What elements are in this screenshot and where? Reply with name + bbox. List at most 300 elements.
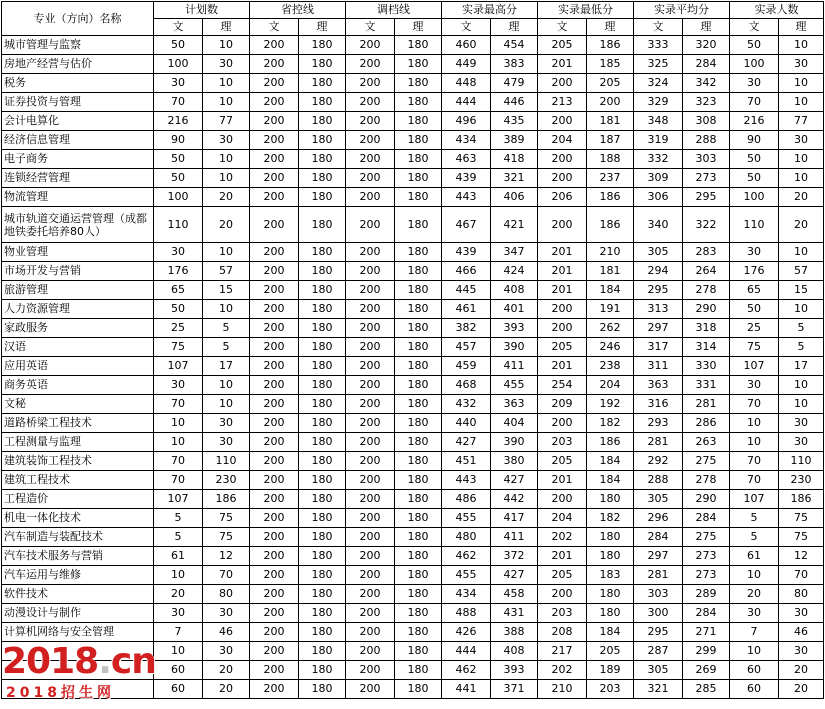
score-cell: 290 (683, 490, 730, 509)
score-cell: 292 (634, 452, 683, 471)
score-cell: 285 (683, 680, 730, 699)
score-cell: 201 (538, 55, 587, 74)
score-cell: 457 (442, 338, 491, 357)
major-name-cell: 家政服务 (2, 319, 154, 338)
score-cell: 180 (395, 338, 442, 357)
score-cell: 191 (587, 300, 634, 319)
score-cell: 417 (491, 509, 538, 528)
score-cell: 15 (779, 281, 824, 300)
score-cell: 10 (779, 74, 824, 93)
score-cell: 17 (203, 357, 250, 376)
score-cell: 406 (491, 188, 538, 207)
table-row (2, 150, 824, 169)
score-cell: 200 (346, 112, 395, 131)
score-cell: 237 (587, 169, 634, 188)
score-cell: 206 (538, 188, 587, 207)
score-cell: 184 (587, 452, 634, 471)
score-cell: 180 (299, 528, 346, 547)
score-cell: 462 (442, 661, 491, 680)
score-cell: 200 (346, 36, 395, 55)
score-cell: 443 (442, 471, 491, 490)
score-cell: 200 (346, 262, 395, 281)
major-name-cell: 文秘 (2, 395, 154, 414)
header-row-groups (2, 2, 824, 19)
score-cell: 20 (154, 585, 203, 604)
score-cell: 461 (442, 300, 491, 319)
score-cell: 204 (587, 376, 634, 395)
score-cell: 230 (779, 471, 824, 490)
score-cell: 180 (395, 376, 442, 395)
score-cell: 30 (730, 243, 779, 262)
header-avg-score: 实录平均分 (634, 2, 730, 19)
score-cell: 5 (779, 338, 824, 357)
score-cell: 180 (395, 509, 442, 528)
score-cell: 10 (203, 395, 250, 414)
score-cell: 25 (730, 319, 779, 338)
major-name-cell: 建筑工程技术 (2, 471, 154, 490)
score-cell: 200 (250, 547, 299, 566)
major-name-cell: 工程测量与监理 (2, 433, 154, 452)
score-cell: 204 (538, 131, 587, 150)
score-cell: 319 (634, 131, 683, 150)
score-cell: 187 (587, 131, 634, 150)
score-cell: 297 (634, 547, 683, 566)
score-cell: 200 (346, 642, 395, 661)
score-cell: 176 (730, 262, 779, 281)
score-cell: 263 (683, 433, 730, 452)
score-cell: 445 (442, 281, 491, 300)
score-cell: 411 (491, 528, 538, 547)
score-cell: 382 (442, 319, 491, 338)
score-cell: 46 (779, 623, 824, 642)
table-row (2, 528, 824, 547)
score-cell: 496 (442, 112, 491, 131)
score-cell: 295 (634, 623, 683, 642)
score-cell: 458 (491, 585, 538, 604)
score-cell: 284 (683, 604, 730, 623)
score-cell: 200 (346, 566, 395, 585)
score-cell: 180 (395, 490, 442, 509)
score-cell: 271 (683, 623, 730, 642)
score-cell: 189 (587, 661, 634, 680)
score-cell: 30 (203, 433, 250, 452)
score-cell: 363 (491, 395, 538, 414)
score-cell: 10 (203, 300, 250, 319)
score-cell: 61 (730, 547, 779, 566)
score-cell: 80 (779, 585, 824, 604)
score-cell: 57 (779, 262, 824, 281)
score-cell: 200 (346, 281, 395, 300)
score-cell: 200 (346, 528, 395, 547)
score-cell: 77 (779, 112, 824, 131)
major-name-cell: 旅游管理 (2, 281, 154, 300)
score-cell: 30 (203, 131, 250, 150)
score-cell: 20 (203, 188, 250, 207)
score-cell: 30 (779, 642, 824, 661)
score-cell: 200 (250, 262, 299, 281)
header-major-name: 专业（方向）名称 (2, 2, 154, 36)
score-cell: 200 (250, 680, 299, 699)
admission-score-table (1, 1, 824, 699)
table-row (2, 55, 824, 74)
score-cell: 180 (395, 188, 442, 207)
score-cell: 15 (203, 281, 250, 300)
score-cell: 216 (154, 112, 203, 131)
score-cell: 262 (587, 319, 634, 338)
score-cell: 454 (491, 36, 538, 55)
score-cell: 70 (203, 566, 250, 585)
score-cell: 441 (442, 680, 491, 699)
score-cell: 110 (203, 452, 250, 471)
score-cell: 216 (730, 112, 779, 131)
score-cell: 186 (779, 490, 824, 509)
score-cell: 180 (299, 414, 346, 433)
score-cell: 50 (154, 300, 203, 319)
score-cell: 288 (683, 131, 730, 150)
score-cell: 446 (491, 93, 538, 112)
score-cell: 468 (442, 376, 491, 395)
score-cell: 200 (250, 281, 299, 300)
score-cell: 455 (442, 509, 491, 528)
score-cell: 293 (634, 414, 683, 433)
score-cell: 201 (538, 281, 587, 300)
table-row (2, 661, 824, 680)
header-wen: 文 (346, 19, 395, 36)
score-cell: 5 (154, 509, 203, 528)
score-cell: 286 (683, 414, 730, 433)
score-cell: 10 (154, 642, 203, 661)
score-cell: 200 (346, 452, 395, 471)
score-cell: 20 (779, 207, 824, 243)
score-cell: 305 (634, 661, 683, 680)
score-cell: 30 (203, 604, 250, 623)
table-row (2, 207, 824, 243)
score-cell: 290 (683, 300, 730, 319)
score-cell: 30 (779, 131, 824, 150)
score-cell: 200 (346, 433, 395, 452)
score-cell: 393 (491, 319, 538, 338)
score-cell: 200 (346, 680, 395, 699)
table-row (2, 281, 824, 300)
score-cell: 200 (346, 243, 395, 262)
score-cell: 294 (634, 262, 683, 281)
score-cell: 200 (346, 623, 395, 642)
header-li: 理 (587, 19, 634, 36)
score-cell: 180 (299, 471, 346, 490)
score-cell: 10 (779, 376, 824, 395)
score-cell: 180 (395, 150, 442, 169)
score-cell: 442 (491, 490, 538, 509)
score-cell: 50 (154, 169, 203, 188)
score-cell: 186 (587, 433, 634, 452)
score-cell: 186 (203, 490, 250, 509)
score-cell: 5 (203, 338, 250, 357)
score-cell: 200 (538, 112, 587, 131)
score-cell: 200 (250, 55, 299, 74)
score-cell: 278 (683, 281, 730, 300)
score-cell: 427 (491, 566, 538, 585)
score-cell: 186 (587, 36, 634, 55)
score-cell: 435 (491, 112, 538, 131)
score-cell: 284 (683, 509, 730, 528)
score-cell: 200 (346, 547, 395, 566)
score-cell: 90 (154, 131, 203, 150)
score-cell: 273 (683, 547, 730, 566)
score-cell: 455 (442, 566, 491, 585)
score-cell: 200 (346, 414, 395, 433)
table-row (2, 262, 824, 281)
score-cell: 281 (634, 433, 683, 452)
score-cell: 318 (683, 319, 730, 338)
table-row (2, 169, 824, 188)
score-cell: 20 (779, 661, 824, 680)
score-cell: 201 (538, 243, 587, 262)
score-cell: 75 (154, 338, 203, 357)
header-wen: 文 (538, 19, 587, 36)
score-cell: 110 (779, 452, 824, 471)
score-cell: 50 (730, 300, 779, 319)
score-cell: 246 (587, 338, 634, 357)
score-cell: 317 (634, 338, 683, 357)
watermark-logo-year: 2018 (2, 641, 99, 682)
table-row (2, 604, 824, 623)
score-cell: 200 (250, 36, 299, 55)
score-cell: 180 (299, 262, 346, 281)
score-cell: 411 (491, 357, 538, 376)
major-name-cell: 汽车运用与维修 (2, 566, 154, 585)
score-cell: 180 (299, 604, 346, 623)
score-cell: 200 (250, 642, 299, 661)
score-cell: 180 (299, 188, 346, 207)
major-name-cell: 电子商务 (2, 150, 154, 169)
table-row (2, 376, 824, 395)
score-cell: 180 (299, 74, 346, 93)
major-name-cell: 人力资源管理 (2, 300, 154, 319)
score-cell: 180 (299, 585, 346, 604)
score-cell: 57 (203, 262, 250, 281)
score-cell: 200 (346, 93, 395, 112)
score-cell: 75 (730, 338, 779, 357)
score-cell: 200 (538, 74, 587, 93)
score-cell: 200 (346, 604, 395, 623)
score-cell: 480 (442, 528, 491, 547)
score-cell: 342 (683, 74, 730, 93)
score-cell: 60 (730, 680, 779, 699)
score-cell: 180 (395, 74, 442, 93)
score-cell: 424 (491, 262, 538, 281)
score-cell: 10 (203, 36, 250, 55)
score-cell: 332 (634, 150, 683, 169)
score-cell: 20 (203, 680, 250, 699)
score-cell: 449 (442, 55, 491, 74)
score-cell: 421 (491, 207, 538, 243)
score-cell: 180 (395, 395, 442, 414)
score-cell: 180 (587, 547, 634, 566)
score-cell: 281 (683, 395, 730, 414)
score-cell: 5 (730, 509, 779, 528)
score-cell: 205 (538, 566, 587, 585)
table-row (2, 131, 824, 150)
score-cell: 184 (587, 623, 634, 642)
score-cell: 439 (442, 243, 491, 262)
score-cell: 275 (683, 528, 730, 547)
score-cell: 200 (250, 585, 299, 604)
major-name-cell: 汉语 (2, 338, 154, 357)
header-province-line: 省控线 (250, 2, 346, 19)
header-wen: 文 (634, 19, 683, 36)
score-cell: 176 (154, 262, 203, 281)
score-cell: 321 (634, 680, 683, 699)
score-cell: 30 (203, 55, 250, 74)
header-plan-count: 计划数 (154, 2, 250, 19)
score-cell: 324 (634, 74, 683, 93)
major-name-cell: 房地产经营与估价 (2, 55, 154, 74)
score-cell: 30 (779, 414, 824, 433)
score-cell: 180 (299, 207, 346, 243)
score-cell: 180 (299, 169, 346, 188)
major-name-cell: 经济信息管理 (2, 131, 154, 150)
score-cell: 184 (587, 281, 634, 300)
major-name-cell: 城市轨道交通运营管理（成都地铁委托培养80人） (2, 207, 154, 243)
score-cell: 408 (491, 281, 538, 300)
score-cell: 200 (538, 414, 587, 433)
score-cell: 363 (634, 376, 683, 395)
score-cell: 180 (299, 150, 346, 169)
score-cell: 331 (683, 376, 730, 395)
table-row (2, 319, 824, 338)
score-cell: 20 (730, 585, 779, 604)
score-cell: 180 (299, 433, 346, 452)
score-cell: 389 (491, 131, 538, 150)
score-cell: 60 (154, 680, 203, 699)
score-cell: 46 (203, 623, 250, 642)
score-cell: 180 (395, 680, 442, 699)
score-cell: 200 (250, 661, 299, 680)
score-cell: 372 (491, 547, 538, 566)
score-cell: 466 (442, 262, 491, 281)
score-cell: 20 (203, 207, 250, 243)
score-cell: 288 (634, 471, 683, 490)
score-cell: 30 (730, 376, 779, 395)
score-cell: 306 (634, 188, 683, 207)
score-cell: 60 (154, 661, 203, 680)
score-cell: 439 (442, 169, 491, 188)
score-cell: 60 (730, 661, 779, 680)
score-cell: 203 (587, 680, 634, 699)
score-cell: 205 (538, 452, 587, 471)
score-cell: 200 (538, 319, 587, 338)
score-cell: 180 (299, 93, 346, 112)
score-cell: 100 (730, 55, 779, 74)
score-cell: 284 (634, 528, 683, 547)
score-cell: 65 (154, 281, 203, 300)
score-cell: 297 (634, 319, 683, 338)
score-cell: 183 (587, 566, 634, 585)
score-cell: 75 (779, 509, 824, 528)
score-cell: 10 (203, 93, 250, 112)
table-row (2, 36, 824, 55)
score-cell: 200 (250, 604, 299, 623)
score-cell: 204 (538, 509, 587, 528)
score-cell: 308 (683, 112, 730, 131)
major-name-cell: 物业管理 (2, 243, 154, 262)
header-li: 理 (395, 19, 442, 36)
score-cell: 434 (442, 131, 491, 150)
score-cell: 200 (250, 338, 299, 357)
score-cell: 5 (203, 319, 250, 338)
score-cell: 10 (779, 36, 824, 55)
major-name-cell: 工程造价 (2, 490, 154, 509)
score-cell: 180 (587, 490, 634, 509)
major-name-cell (2, 642, 154, 661)
header-li: 理 (683, 19, 730, 36)
score-cell: 180 (395, 281, 442, 300)
score-cell: 305 (634, 243, 683, 262)
score-cell: 180 (587, 528, 634, 547)
score-cell: 188 (587, 150, 634, 169)
score-cell: 180 (299, 395, 346, 414)
score-cell: 70 (730, 452, 779, 471)
score-cell: 180 (395, 112, 442, 131)
table-row (2, 547, 824, 566)
table-row (2, 452, 824, 471)
score-cell: 200 (250, 243, 299, 262)
score-cell: 70 (154, 395, 203, 414)
score-cell: 200 (346, 300, 395, 319)
score-cell: 180 (299, 376, 346, 395)
score-cell: 200 (250, 188, 299, 207)
score-cell: 320 (683, 36, 730, 55)
score-cell: 321 (491, 169, 538, 188)
score-cell: 180 (299, 319, 346, 338)
score-cell: 200 (346, 661, 395, 680)
score-cell: 30 (154, 604, 203, 623)
score-cell: 200 (346, 55, 395, 74)
score-cell: 181 (587, 112, 634, 131)
score-cell: 30 (730, 604, 779, 623)
score-cell: 200 (346, 490, 395, 509)
score-cell: 330 (683, 357, 730, 376)
score-cell: 340 (634, 207, 683, 243)
score-cell: 180 (395, 243, 442, 262)
score-cell: 10 (203, 74, 250, 93)
score-cell: 404 (491, 414, 538, 433)
score-cell: 451 (442, 452, 491, 471)
score-cell: 460 (442, 36, 491, 55)
score-cell: 17 (779, 357, 824, 376)
score-cell: 200 (538, 490, 587, 509)
score-cell: 200 (346, 319, 395, 338)
score-cell: 100 (730, 188, 779, 207)
score-cell: 295 (634, 281, 683, 300)
score-cell: 180 (395, 623, 442, 642)
score-cell: 305 (634, 490, 683, 509)
score-cell: 238 (587, 357, 634, 376)
score-cell: 180 (587, 604, 634, 623)
score-cell: 180 (299, 243, 346, 262)
score-cell: 427 (491, 471, 538, 490)
score-cell: 180 (299, 566, 346, 585)
score-cell: 200 (346, 169, 395, 188)
score-cell: 180 (299, 300, 346, 319)
score-cell: 202 (538, 661, 587, 680)
score-cell: 322 (683, 207, 730, 243)
watermark-site-name: 2018招生网 (6, 685, 115, 701)
score-cell: 427 (442, 433, 491, 452)
score-cell: 182 (587, 509, 634, 528)
score-cell: 467 (442, 207, 491, 243)
score-cell: 180 (395, 357, 442, 376)
